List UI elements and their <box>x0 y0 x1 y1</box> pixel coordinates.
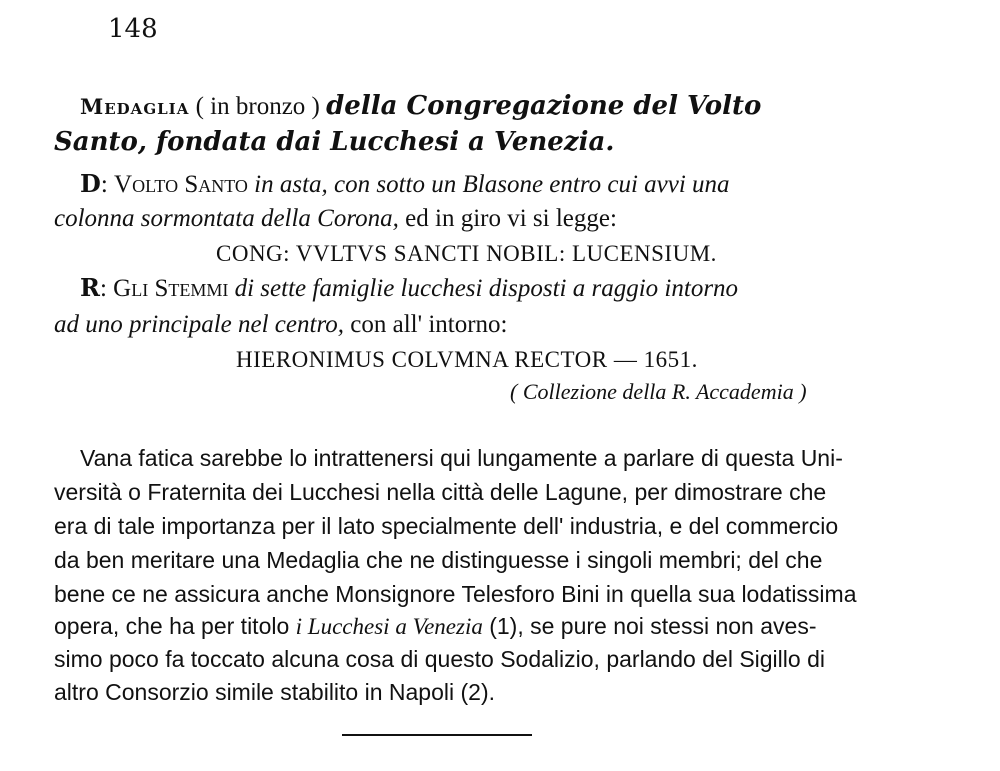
body-line-6-a: opera, che ha per titolo <box>54 613 296 639</box>
collection-note: ( Collezione della R. Accademia ) <box>510 379 807 404</box>
obverse-legend: CONG: VVLTVS SANCTI NOBIL: LUCENSIUM. <box>216 241 717 266</box>
reverse-sep: : <box>99 275 114 302</box>
heading-line-2 <box>54 126 614 158</box>
obverse-italic-2: colonna sormontata della Corona, <box>54 205 399 232</box>
body-line-1: Vana fatica sarebbe lo intrattenersi qui lungamente a parlare di questa Uni- <box>80 445 843 471</box>
reverse-smallcaps: Gli Stemmi <box>113 275 229 302</box>
body-line-5: bene ce ne assicura anche Monsignore Telesforo Bini in quella sua lodatissima <box>54 581 857 607</box>
reverse-marker: R <box>80 273 100 302</box>
obverse-line-1 <box>80 168 730 201</box>
reverse-upright-2: con all' intorno: <box>344 311 508 338</box>
reverse-italic-2: ad uno principale nel centro, <box>54 311 344 338</box>
reverse-legend: HIERONIMUS COLVMNA RECTOR — 1651. <box>236 347 698 372</box>
heading-label: Medaglia <box>80 94 190 119</box>
body-line-6 <box>54 610 817 643</box>
body-line-4: da ben meritare una Medaglia che ne distinguesse i singoli membri; del che <box>54 547 823 573</box>
heading-title-2: Santo, fondata dai Lucchesi a Venezia. <box>54 127 615 157</box>
section-divider <box>342 734 532 736</box>
body-line-8: altro Consorzio simile stabilito in Napoli (2). <box>54 679 495 705</box>
body-line-7: simo poco fa toccato alcuna cosa di questo Sodalizio, parlando del Sigillo di <box>54 646 825 672</box>
reverse-line-1 <box>80 272 738 305</box>
page-number: 148 <box>108 14 158 44</box>
body-line-6-title: i Lucchesi a Venezia <box>295 614 483 639</box>
obverse-italic-1: in asta, con sotto un Blasone entro cui avvi una <box>247 171 730 198</box>
heading-material: ( in bronzo ) <box>189 93 327 120</box>
body-line-3: era di tale importanza per il lato specialmente dell' industria, e del commercio <box>54 513 839 539</box>
body-line-6-c: (1), se pure noi stessi non aves- <box>482 613 817 639</box>
obverse-line-2 <box>54 202 617 235</box>
obverse-marker: D <box>80 169 101 198</box>
reverse-line-2 <box>54 308 508 341</box>
obverse-sep: : <box>100 171 115 198</box>
reverse-italic-1: di sette famiglie lucchesi disposti a raggio intorno <box>228 275 739 302</box>
obverse-upright-2: ed in giro vi si legge: <box>398 205 617 232</box>
body-line-2: versità o Fraternita dei Lucchesi nella città delle Lagune, per dimostrare che <box>54 479 827 505</box>
heading-line-1 <box>80 90 761 123</box>
heading-title-1: della Congregazione del Volto <box>326 91 762 121</box>
obverse-smallcaps: Volto Santo <box>114 171 248 198</box>
